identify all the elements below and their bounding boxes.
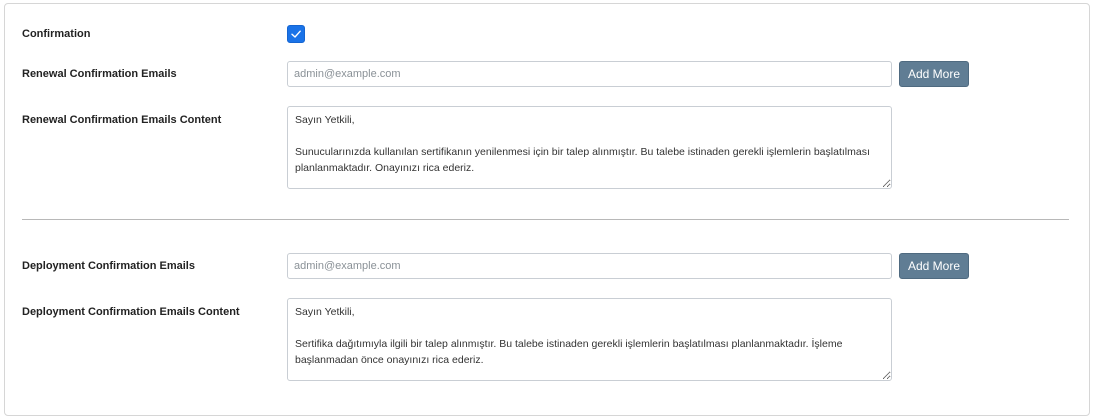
deployment-emails-input[interactable] bbox=[287, 253, 892, 279]
deployment-add-more-button[interactable]: Add More bbox=[899, 253, 969, 279]
renewal-add-more-button[interactable]: Add More bbox=[899, 61, 969, 87]
checkmark-icon bbox=[290, 28, 302, 40]
confirmation-checkbox[interactable] bbox=[287, 25, 305, 43]
renewal-emails-input[interactable] bbox=[287, 61, 892, 87]
renewal-emails-label: Renewal Confirmation Emails bbox=[22, 68, 177, 80]
renewal-content-textarea[interactable] bbox=[287, 106, 892, 189]
deployment-emails-label: Deployment Confirmation Emails bbox=[22, 260, 195, 272]
confirmation-label: Confirmation bbox=[22, 28, 91, 40]
deployment-content-label: Deployment Confirmation Emails Content bbox=[22, 306, 240, 318]
deployment-content-textarea[interactable] bbox=[287, 298, 892, 381]
section-divider bbox=[22, 219, 1069, 220]
renewal-content-label: Renewal Confirmation Emails Content bbox=[22, 114, 222, 126]
